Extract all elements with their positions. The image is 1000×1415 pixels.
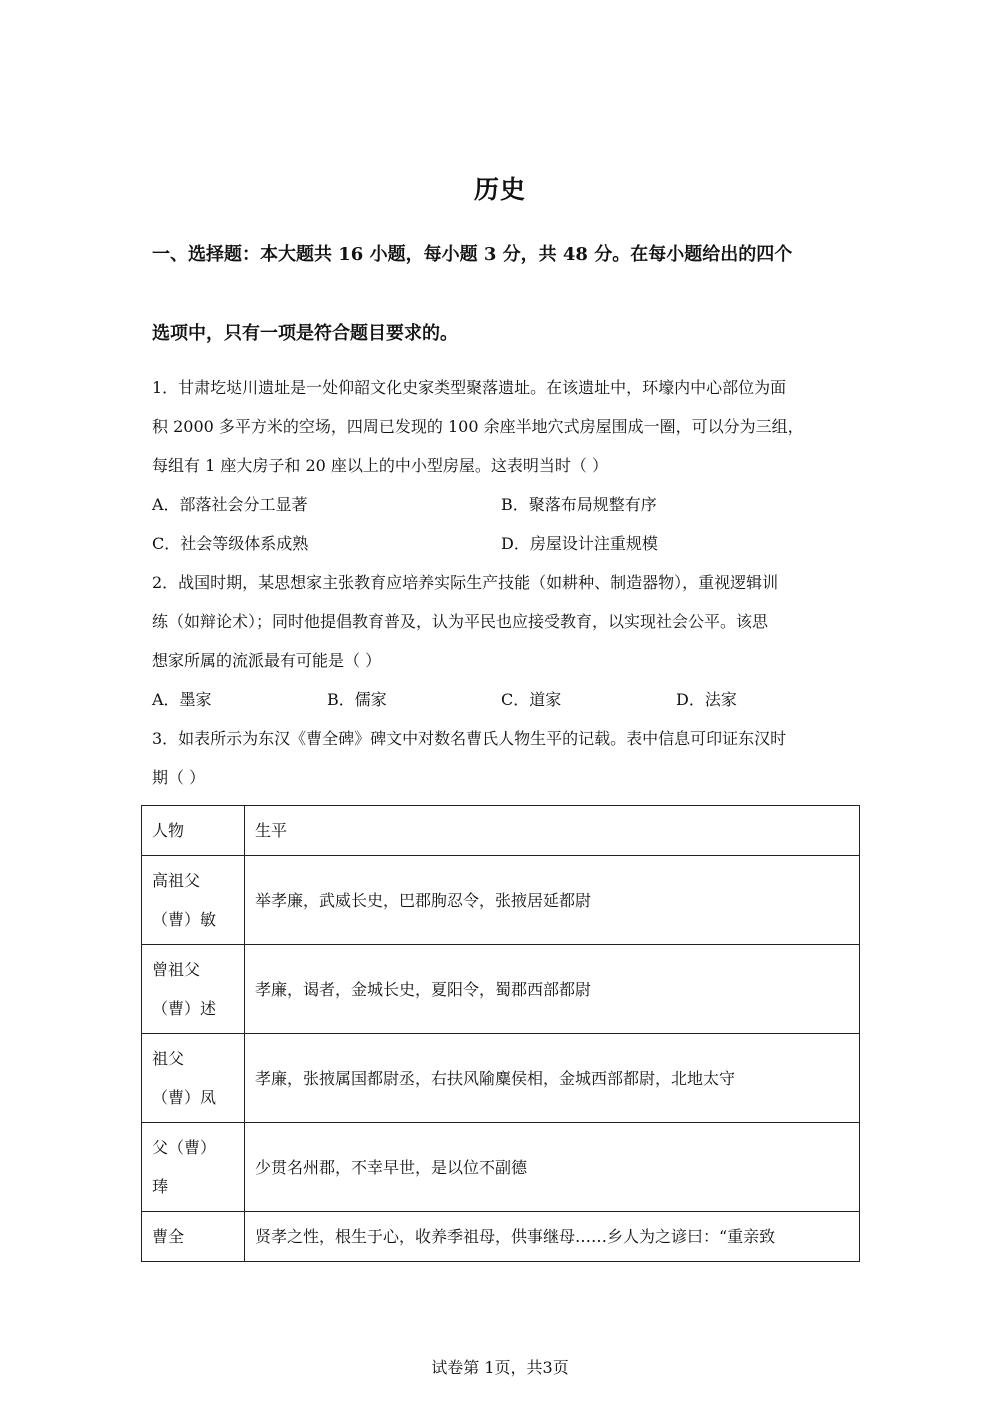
- table-cell-life: 孝廉，张掖属国都尉丞，右扶风隃麋侯相，金城西部都尉，北地太守: [245, 1034, 860, 1123]
- table-cell-person: [142, 856, 245, 945]
- q2-stem-line-2: 练（如辩论术）；同时他提倡教育普及，认为平民也应接受教育，以实现社会公平。该思: [152, 612, 769, 631]
- person-line: （曹）述: [152, 999, 217, 1018]
- q2-option-c: C．道家: [501, 690, 562, 709]
- section-heading-line-2: 选项中，只有一项是符合题目要求的。: [152, 323, 458, 344]
- table-row: [142, 945, 860, 1034]
- section-heading-cont: [152, 320, 862, 348]
- table-cell-person: [142, 1034, 245, 1123]
- person-line: 曾祖父: [152, 960, 201, 979]
- q1-stem-line-2: 积 2000 多平方米的空场，四周已发现的 100 余座半地穴式房屋围成一圈，可以分为三组，: [152, 417, 804, 436]
- q3-record-table: [141, 805, 860, 1262]
- table-cell-life: 孝廉，谒者，金城长史，夏阳令，蜀郡西部都尉: [245, 945, 860, 1034]
- table-header-person: 人物: [142, 806, 245, 856]
- person-line: （曹）凤: [152, 1088, 217, 1107]
- table-cell-life: 举孝廉，武威长史，巴郡朐忍令，张掖居延都尉: [245, 856, 860, 945]
- q2-option-d: D．法家: [676, 690, 737, 709]
- person-line: 父（曹）: [152, 1138, 217, 1157]
- table-row: [142, 1123, 860, 1212]
- table-row: [142, 1212, 860, 1262]
- q3-stem-line-2: 期（ ）: [152, 768, 206, 787]
- table-cell-person: [142, 1212, 245, 1262]
- q2-option-a: A．墨家: [152, 690, 212, 709]
- q2-stem-line-3: 想家所属的流派最有可能是（ ）: [152, 651, 382, 670]
- page-footer: 试卷第 1页，共3页: [431, 1358, 569, 1377]
- q2-option-b: B．儒家: [327, 690, 387, 709]
- person-line: （曹）敏: [152, 910, 217, 929]
- table-header-row: [142, 806, 860, 856]
- q3-stem-line-1: 3．如表所示为东汉《曹全碑》碑文中对数名曹氏人物生平的记载。表中信息可印证东汉时: [152, 729, 787, 748]
- table-cell-life: 少贯名州郡，不幸早世，是以位不副德: [245, 1123, 860, 1212]
- q1-option-a: A．部落社会分工显著: [152, 495, 308, 514]
- table-cell-person: [142, 1123, 245, 1212]
- person-line: 祖父: [152, 1049, 185, 1068]
- person-line: 曹全: [152, 1227, 185, 1246]
- q1-option-d: D．房屋设计注重规模: [501, 534, 658, 553]
- q2-stem-line-1: 2．战国时期，某思想家主张教育应培养实际生产技能（如耕种、制造器物），重视逻辑训: [152, 573, 779, 592]
- person-line: 琫: [152, 1177, 169, 1196]
- table-row: [142, 856, 860, 945]
- table-header-life: 生平: [245, 806, 860, 856]
- table-row: [142, 1034, 860, 1123]
- section-heading: [152, 241, 862, 269]
- q1-option-c: C．社会等级体系成熟: [152, 534, 309, 553]
- section-heading-line-1: 一、选择题：本大题共 16 小题，每小题 3 分，共 48 分。在每小题给出的四个: [152, 244, 793, 265]
- table-cell-life: 贤孝之性，根生于心，收养季祖母，供事继母……乡人为之谚曰：“重亲致: [245, 1212, 860, 1262]
- table-cell-person: [142, 945, 245, 1034]
- q1-option-b: B．聚落布局规整有序: [501, 495, 657, 514]
- q1-stem-line-1: 1．甘肃圪垯川遗址是一处仰韶文化史家类型聚落遗址。在该遗址中，环壕内中心部位为面: [152, 378, 787, 397]
- person-line: 高祖父: [152, 871, 201, 890]
- page-title: 历史: [473, 175, 526, 204]
- q1-stem-line-3: 每组有 1 座大房子和 20 座以上的中小型房屋。这表明当时（ ）: [152, 456, 608, 475]
